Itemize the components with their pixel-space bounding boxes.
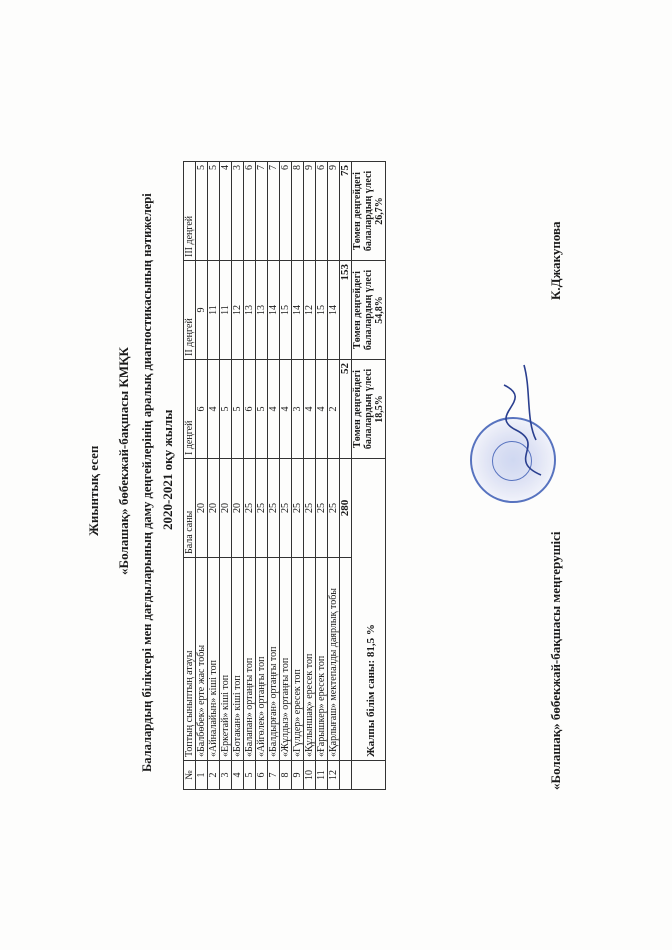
row-name: «Ғарышкер» ересек топ bbox=[316, 558, 328, 761]
table-row bbox=[280, 162, 292, 790]
row-level-3: 5 bbox=[196, 162, 208, 261]
row-level-2: 9 bbox=[196, 261, 208, 360]
table-row bbox=[232, 162, 244, 790]
report-title: Жиынтық есеп bbox=[86, 445, 101, 536]
row-level-2: 14 bbox=[268, 261, 280, 360]
row-level-1: 5 bbox=[232, 360, 244, 459]
row-no: 2 bbox=[208, 761, 220, 790]
row-level-3: 6 bbox=[316, 162, 328, 261]
row-no: 6 bbox=[256, 761, 268, 790]
signature-role: «Болашақ» бөбекжай-бақшасы меңгерушісі bbox=[548, 531, 563, 790]
header-no: № bbox=[184, 761, 196, 790]
row-level-1: 5 bbox=[220, 360, 232, 459]
row-name: «Жұлдыз» ортаңғы топ bbox=[280, 558, 292, 761]
row-level-1: 6 bbox=[196, 360, 208, 459]
row-level-1: 2 bbox=[328, 360, 340, 459]
row-name: «Ботакан» кіші топ bbox=[232, 558, 244, 761]
row-count: 25 bbox=[268, 459, 280, 558]
row-level-3: 9 bbox=[328, 162, 340, 261]
row-name: «Қарлығаш» мектепалды даярлық тобы bbox=[328, 558, 340, 761]
footer-row bbox=[352, 162, 386, 790]
row-count: 25 bbox=[328, 459, 340, 558]
table-row bbox=[208, 162, 220, 790]
totals-blank bbox=[340, 761, 352, 790]
row-no: 9 bbox=[292, 761, 304, 790]
row-name: «Балбөбек» ерте жас тобы bbox=[196, 558, 208, 761]
table-row bbox=[304, 162, 316, 790]
results-table bbox=[183, 161, 386, 790]
row-level-3: 9 bbox=[304, 162, 316, 261]
row-no: 11 bbox=[316, 761, 328, 790]
organization-name: «Болашақ» бөбекжай-бақшасы КМҚК bbox=[116, 347, 131, 575]
row-count: 25 bbox=[316, 459, 328, 558]
row-count: 20 bbox=[208, 459, 220, 558]
row-no: 8 bbox=[280, 761, 292, 790]
row-level-3: 7 bbox=[268, 162, 280, 261]
row-level-2: 12 bbox=[304, 261, 316, 360]
row-name: «Гүлдер» ересек топ bbox=[292, 558, 304, 761]
row-level-3: 4 bbox=[220, 162, 232, 261]
table-row bbox=[292, 162, 304, 790]
total-level-2: 153 bbox=[340, 261, 352, 360]
row-level-3: 3 bbox=[232, 162, 244, 261]
header-level-2: II деңгей bbox=[184, 261, 196, 360]
row-name: «Айгөлек» ортаңғы топ bbox=[256, 558, 268, 761]
row-level-1: 4 bbox=[280, 360, 292, 459]
row-level-3: 8 bbox=[292, 162, 304, 261]
row-count: 20 bbox=[232, 459, 244, 558]
header-child-count: Бала саны bbox=[184, 459, 196, 558]
row-level-1: 4 bbox=[316, 360, 328, 459]
table-row bbox=[256, 162, 268, 790]
row-level-2: 13 bbox=[244, 261, 256, 360]
row-count: 25 bbox=[304, 459, 316, 558]
row-level-3: 7 bbox=[256, 162, 268, 261]
totals-row bbox=[340, 162, 352, 790]
level-3-share: Төмен деңгейдегі балалардың үлесі 26,7% bbox=[352, 162, 386, 261]
school-year: 2020-2021 оқу жылы bbox=[160, 409, 175, 530]
row-level-1: 6 bbox=[244, 360, 256, 459]
table-row bbox=[220, 162, 232, 790]
header-level-3: III деңгей bbox=[184, 162, 196, 261]
row-name: «Балапан» ортаңғы топ bbox=[244, 558, 256, 761]
row-name: «Балдырған» ортаңғы топ bbox=[268, 558, 280, 761]
row-level-2: 11 bbox=[208, 261, 220, 360]
row-name: «Айналайын» кіші топ bbox=[208, 558, 220, 761]
row-no: 4 bbox=[232, 761, 244, 790]
header-group-name: Топтың сыныптың атауы bbox=[184, 558, 196, 761]
table-row bbox=[268, 162, 280, 790]
row-level-1: 5 bbox=[256, 360, 268, 459]
row-level-2: 15 bbox=[280, 261, 292, 360]
report-subtitle: Балалардың біліктері мен дағдыларының даму деңгейлерінің аралық диагностикасының нәтижелері bbox=[140, 193, 154, 772]
row-level-2: 12 bbox=[232, 261, 244, 360]
row-count: 20 bbox=[196, 459, 208, 558]
row-no: 12 bbox=[328, 761, 340, 790]
row-level-2: 15 bbox=[316, 261, 328, 360]
row-level-1: 4 bbox=[304, 360, 316, 459]
row-level-3: 6 bbox=[280, 162, 292, 261]
row-level-2: 14 bbox=[328, 261, 340, 360]
row-level-3: 6 bbox=[244, 162, 256, 261]
total-level-3: 75 bbox=[340, 162, 352, 261]
row-no: 5 bbox=[244, 761, 256, 790]
total-level-1: 52 bbox=[340, 360, 352, 459]
row-level-1: 3 bbox=[292, 360, 304, 459]
level-2-share: Төмен деңгейдегі балалардың үлесі 54,8% bbox=[352, 261, 386, 360]
table-row bbox=[316, 162, 328, 790]
row-count: 25 bbox=[292, 459, 304, 558]
totals-blank bbox=[340, 558, 352, 761]
table-row bbox=[328, 162, 340, 790]
level-1-share: Төмен деңгейдегі балалардың үлесі 18,5% bbox=[352, 360, 386, 459]
row-name: «Құлыншақ» ересек топ bbox=[304, 558, 316, 761]
row-level-1: 4 bbox=[208, 360, 220, 459]
row-no: 3 bbox=[220, 761, 232, 790]
table-row bbox=[196, 162, 208, 790]
footer-blank bbox=[352, 761, 386, 790]
row-name: «Еркетай» кіші топ bbox=[220, 558, 232, 761]
row-count: 20 bbox=[220, 459, 232, 558]
table-row bbox=[244, 162, 256, 790]
row-no: 1 bbox=[196, 761, 208, 790]
row-level-3: 5 bbox=[208, 162, 220, 261]
row-count: 25 bbox=[280, 459, 292, 558]
row-level-1: 4 bbox=[268, 360, 280, 459]
row-no: 7 bbox=[268, 761, 280, 790]
row-count: 25 bbox=[256, 459, 268, 558]
table-header-row bbox=[184, 162, 196, 790]
overall-knowledge: Жалпы білім саны: 81,5 % bbox=[352, 459, 386, 761]
total-count: 280 bbox=[340, 459, 352, 558]
row-level-2: 11 bbox=[220, 261, 232, 360]
row-level-2: 14 bbox=[292, 261, 304, 360]
row-level-2: 13 bbox=[256, 261, 268, 360]
header-level-1: I деңгей bbox=[184, 360, 196, 459]
signature-name: К.Джакупова bbox=[548, 221, 563, 300]
handwritten-signature bbox=[496, 360, 556, 480]
row-no: 10 bbox=[304, 761, 316, 790]
row-count: 25 bbox=[244, 459, 256, 558]
